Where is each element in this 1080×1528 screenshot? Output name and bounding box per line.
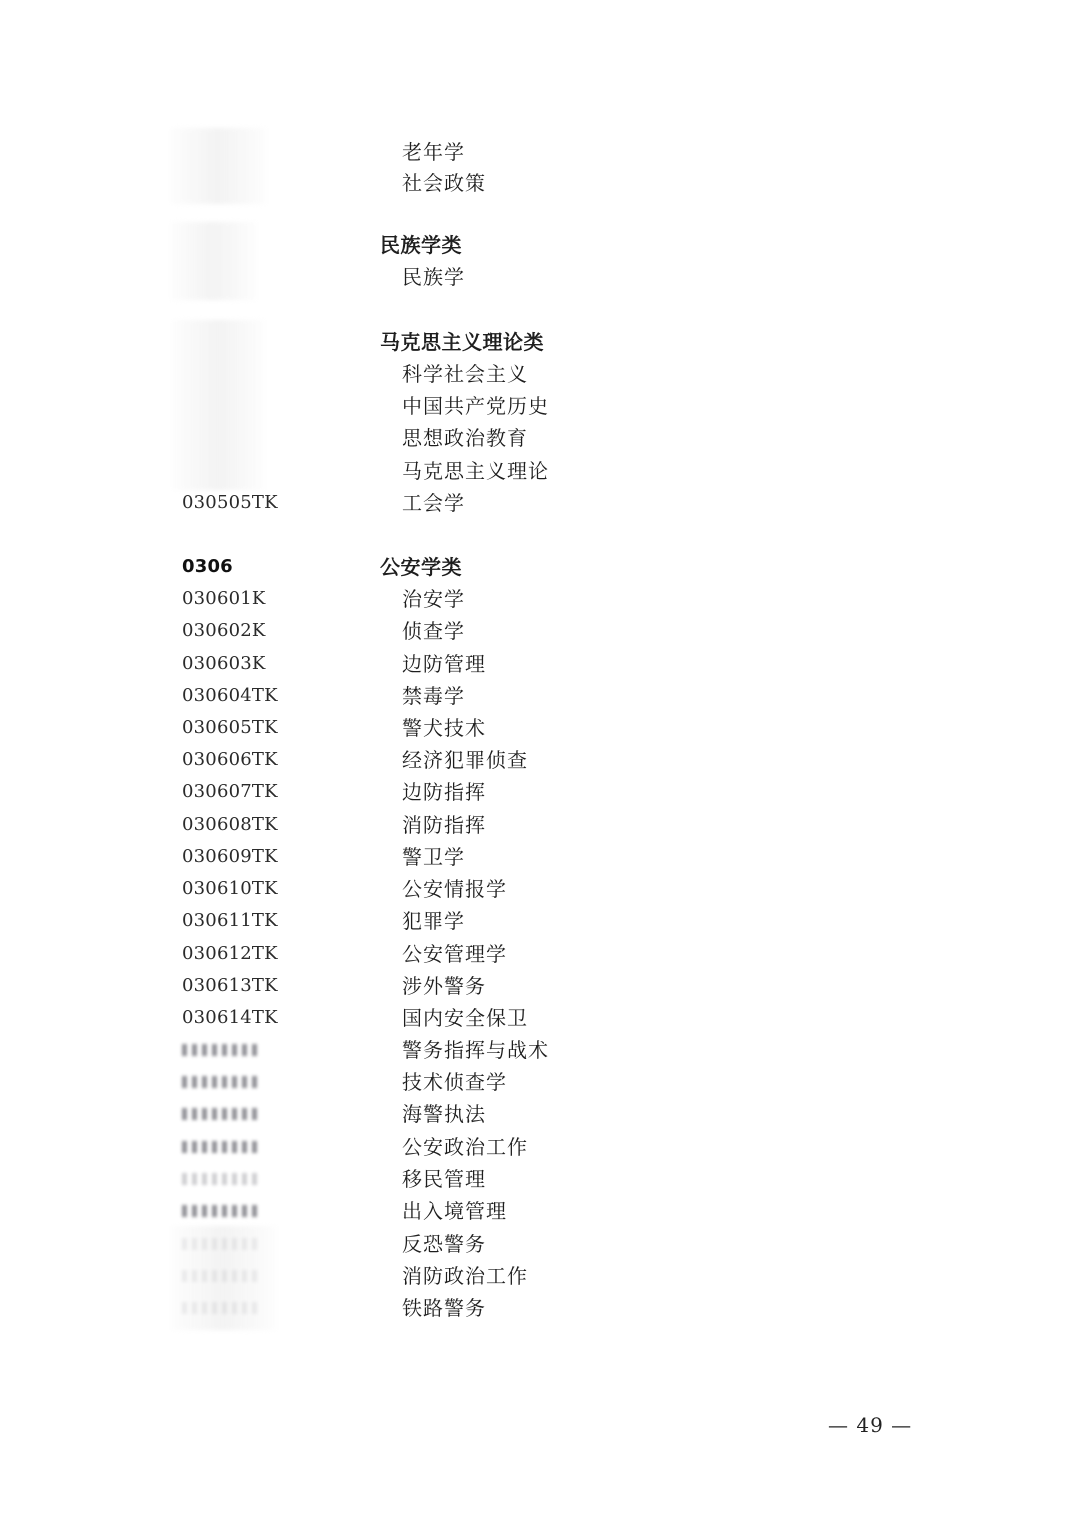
major-name: 海警执法 [402,1102,486,1126]
list-item [0,1098,1080,1130]
blurred-code [182,1205,262,1217]
category-heading [0,229,1080,261]
list-item [0,422,1080,454]
list-item [0,1163,1080,1195]
list-item [0,167,1080,199]
major-name: 出入境管理 [402,1199,507,1223]
major-name: 公安政治工作 [402,1135,528,1159]
list-item [0,1228,1080,1260]
category-heading [0,551,1080,583]
blurred-code [182,1173,262,1185]
major-code: 030605TK [182,717,278,738]
list-item [0,905,1080,937]
major-name: 民族学 [402,265,465,289]
list-item [0,841,1080,873]
major-name: 侦查学 [402,619,465,643]
major-name: 铁路警务 [402,1296,486,1320]
major-code: 030505TK [182,492,278,513]
category-heading [0,326,1080,358]
major-name: 马克思主义理论 [402,459,549,483]
list-item [0,776,1080,808]
major-code: 030608TK [182,814,278,835]
list-item [0,1131,1080,1163]
list-item [0,873,1080,905]
major-code: 030611TK [182,910,278,931]
list-item [0,261,1080,293]
major-name: 犯罪学 [402,909,465,933]
major-code: 030614TK [182,1007,278,1028]
major-code: 030607TK [182,781,278,802]
list-item [0,136,1080,168]
major-code: 030602K [182,620,266,641]
list-item [0,1292,1080,1324]
list-item [0,1195,1080,1227]
major-name: 禁毒学 [402,684,465,708]
major-name: 警犬技术 [402,716,486,740]
list-item [0,809,1080,841]
list-item [0,615,1080,647]
category-code: 0306 [182,556,233,577]
list-item [0,583,1080,615]
list-item [0,1260,1080,1292]
major-name: 中国共产党历史 [402,394,549,418]
major-code: 030601K [182,588,266,609]
list-item [0,455,1080,487]
major-name: 反恐警务 [402,1232,486,1256]
major-name: 边防管理 [402,652,486,676]
major-name: 老年学 [402,140,465,164]
list-item [0,358,1080,390]
list-item [0,1034,1080,1066]
blurred-code [182,1302,262,1314]
list-item [0,970,1080,1002]
blurred-code [182,1076,262,1088]
blurred-code [182,1238,262,1250]
major-name: 社会政策 [402,171,486,195]
list-item [0,680,1080,712]
major-name: 涉外警务 [402,974,486,998]
major-name: 消防指挥 [402,813,486,837]
list-item [0,744,1080,776]
major-name: 移民管理 [402,1167,486,1191]
major-code: 030613TK [182,975,278,996]
major-name: 公安情报学 [402,877,507,901]
major-name: 技术侦查学 [402,1070,507,1094]
major-code: 030603K [182,653,266,674]
list-item [0,1066,1080,1098]
category-name: 民族学类 [380,233,462,257]
blurred-code [182,1108,262,1120]
major-name: 治安学 [402,587,465,611]
list-item [0,487,1080,519]
list-item [0,1002,1080,1034]
list-item [0,938,1080,970]
category-name: 马克思主义理论类 [380,330,544,354]
major-name: 公安管理学 [402,942,507,966]
list-item [0,390,1080,422]
blurred-code [182,1141,262,1153]
major-code: 030604TK [182,685,278,706]
major-name: 科学社会主义 [402,362,528,386]
major-code: 030612TK [182,943,278,964]
major-name: 警务指挥与战术 [402,1038,549,1062]
major-code: 030606TK [182,749,278,770]
major-name: 工会学 [402,491,465,515]
major-code: 030609TK [182,846,278,867]
category-name: 公安学类 [380,555,462,579]
list-item [0,712,1080,744]
page-number: — 49 — [828,1413,913,1437]
major-name: 警卫学 [402,845,465,869]
major-name: 国内安全保卫 [402,1006,528,1030]
major-name: 经济犯罪侦查 [402,748,528,772]
blurred-code [182,1044,262,1056]
major-name: 边防指挥 [402,780,486,804]
major-name: 消防政治工作 [402,1264,528,1288]
blurred-code [182,1270,262,1282]
major-name: 思想政治教育 [402,426,528,450]
major-code: 030610TK [182,878,278,899]
list-item [0,648,1080,680]
